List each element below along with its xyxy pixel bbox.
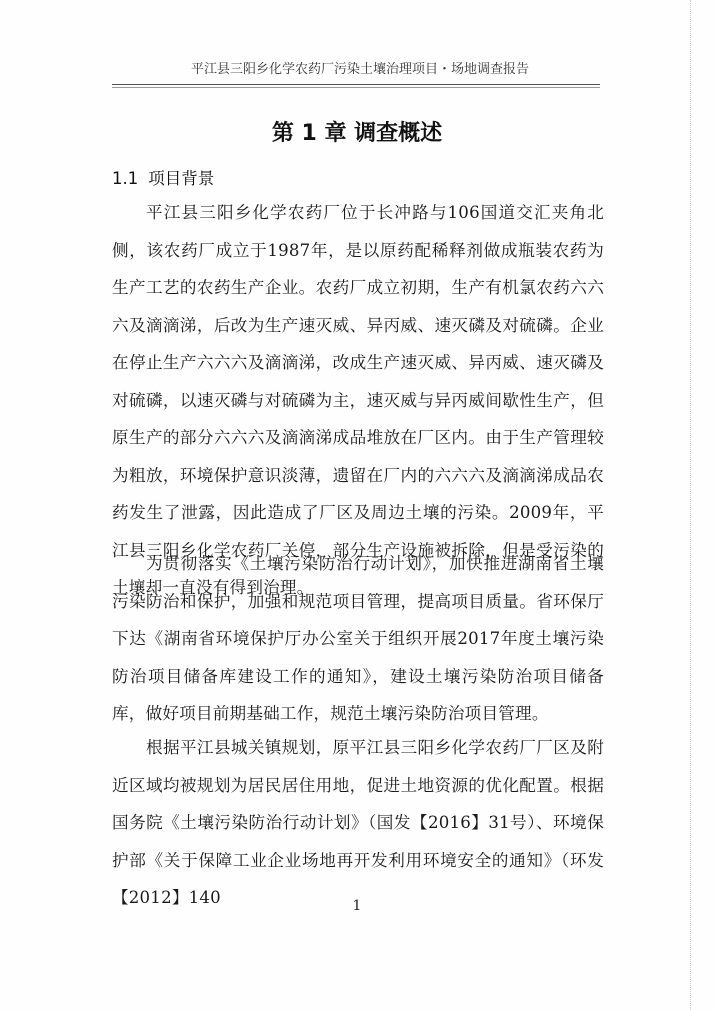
body-paragraph: 平江县三阳乡化学农药厂位于长冲路与106国道交汇夹角北侧，该农药厂成立于1987年，是以原药配稀释剂做成瓶装农药为生产工艺的农药生产企业。农药厂成立初期，生产有机氯农药六六六及滴滴涕，后改为生产速灭威、异丙威、速灭磷及对硫磷。企业在停止生产六六六及滴滴涕，改成生产速灭威、异丙威、速灭磷及对硫磷，以速灭磷与对硫磷为主，速灭威与异丙威间歇性生产，但原生产的部分六六六及滴滴涕成品堆放在厂区内。由于生产管理较为粗放，环境保护意识淡薄，遗留在厂内的六六六及滴滴涕成品农药发生了泄露，因此造成了厂区及周边土壤的污染。2009年，平江县三阳乡化学农药厂关停，部分生产设施被拆除，但是受污染的土壤却一直没有得到治理。 [112, 203, 604, 597]
body-paragraph: 根据平江县城关镇规划，原平江县三阳乡化学农药厂厂区及附近区域均被规划为居民居住用地，促进土地资源的优化配置。根据国务院《土壤污染防治行动计划》（国发【2016】31号）、环境保护部《关于保障工业企业场地再开发利用环境安全的通知》（环发【2012】140 [112, 738, 604, 907]
chapter-title: 第 1 章 调查概述 [271, 121, 443, 146]
header-rule [112, 84, 600, 85]
running-header: 平江县三阳乡化学农药厂污染土壤治理项目・场地调查报告 [190, 62, 529, 77]
body-paragraph: 为贯彻落实《土壤污染防治行动计划》，加快推进湖南省土壤污染防治和保护，加强和规范项目管理，提高项目质量。省环保厅下达《湖南省环境保护厅办公室关于组织开展2017年度土壤污染防治项目储备库建设工作的通知》，建设土壤污染防治项目储备库，做好项目前期基础工作，规范土壤污染防治项目管理。 [112, 554, 604, 723]
section-title: 项目背景 [148, 169, 215, 188]
section-number: 1.1 [112, 169, 139, 188]
page-number: 1 [352, 898, 362, 914]
section-heading [112, 168, 214, 190]
scan-edge-line [690, 0, 691, 1010]
header-rule-secondary [112, 87, 600, 88]
